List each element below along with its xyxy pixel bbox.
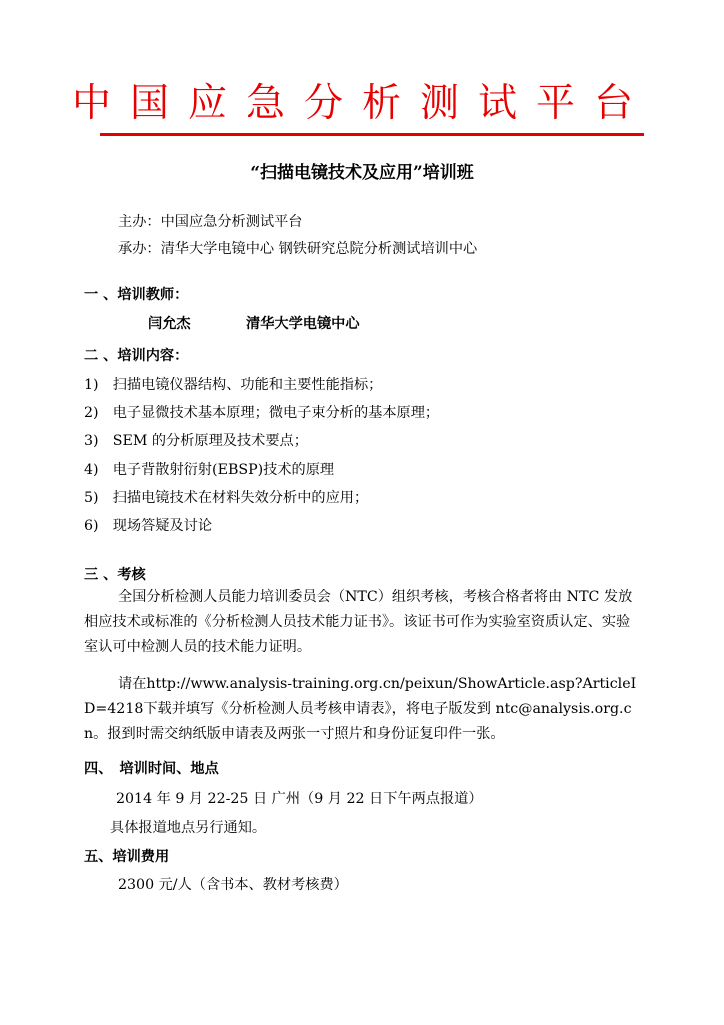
platform-name-header: 中国应急分析测试平台 — [71, 81, 652, 126]
section-time-place-heading: 四、 培训时间、地点 — [84, 761, 219, 777]
teacher-affiliation: 清华大学电镜中心 — [246, 316, 360, 332]
time-place-line-1: 2014 年 9 月 22-25 日 广州（9 月 22 日下午两点报道） — [116, 791, 483, 807]
section-teacher-heading: 一 、培训教师： — [84, 287, 189, 303]
content-item-4: 4) 电子背散射衍射(EBSP)技术的原理 — [84, 462, 335, 478]
content-item-6: 6) 现场答疑及讨论 — [84, 518, 213, 534]
content-item-2: 2) 电子显微技术基本原理；微电子束分析的基本原理； — [84, 405, 440, 421]
header-divider — [100, 133, 644, 136]
content-item-1: 1) 扫描电镜仪器结构、功能和主要性能指标； — [84, 377, 383, 393]
time-place-line-2: 具体报道地点另行通知。 — [110, 820, 267, 836]
section-content-heading: 二 、培训内容： — [84, 348, 189, 364]
content-item-5: 5) 扫描电镜技术在材料失效分析中的应用； — [84, 490, 369, 506]
exam-paragraph-1: 全国分析检测人员能力培训委员会（NTC）组织考核，考核合格者将由 NTC 发放相应技术或标准的《分析检测人员技术能力证书》。该证书可作为实验室资质认定、实验室认可中检测人员的技术能力证明。 — [84, 589, 633, 655]
undertaker-line: 承办：清华大学电镜中心 钢铁研究总院分析测试培训中心 — [118, 241, 478, 257]
fee-line-1: 2300 元/人（含书本、教材考核费） — [118, 877, 348, 893]
exam-paragraph-2: 请在http://www.analysis-training.org.cn/peixun/ShowArticle.asp?ArticleID=4218下载并填写《分析检测人员考核申请表》，将电子版发到 ntc@analysis.org.cn。报到时需交纳纸版申请表及两张一寸照片和身份证复印件一张。 — [84, 676, 637, 742]
section-fee-heading: 五、培训费用 — [84, 849, 170, 865]
section-exam-heading: 三 、考核 — [84, 567, 146, 583]
teacher-name: 闫允杰 — [148, 316, 191, 332]
document-title: “扫描电镜技术及应用”培训班 — [250, 163, 474, 183]
content-item-3: 3) SEM 的分析原理及技术要点； — [84, 433, 308, 449]
host-line: 主办：中国应急分析测试平台 — [118, 214, 303, 230]
